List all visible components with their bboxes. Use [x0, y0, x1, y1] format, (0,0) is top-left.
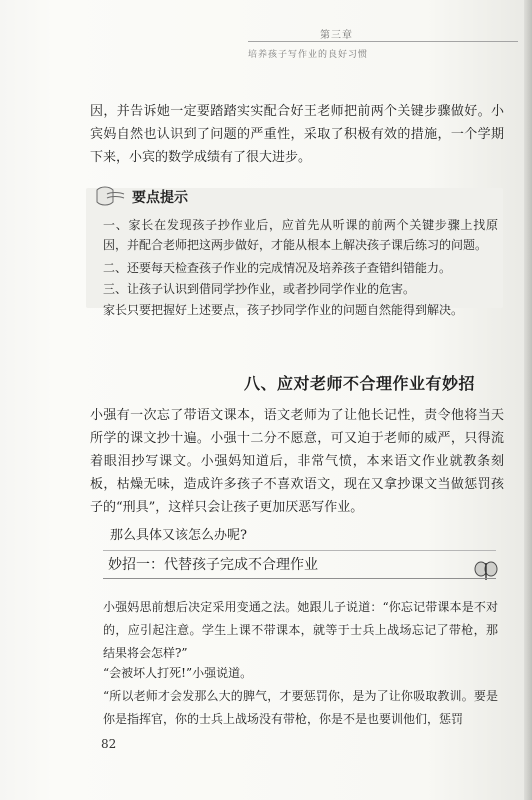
tip-item-1: 一、家长在发现孩子抄作业后，应首先从听课的前两个关键步骤上找原因，并配合老师把这两步做好，才能从根本上解决孩子课后练习的问题。 [103, 218, 498, 252]
scroll-icon [93, 184, 127, 208]
tip-item-2: 二、还要每天检查孩子作业的完成情况及培养孩子查错纠错能力。 [103, 261, 452, 275]
tip-item-3: 三、让孩子认识到借同学抄作业，或者抄同学作业的危害。 [103, 282, 416, 296]
story-paragraph-1: 小强妈思前想后决定采用变通之法。她跟儿子说道：“你忘记带课本是不对的，应引起注意。学生上课不带课本，就等于士兵上战场忘记了带枪，那结果将会怎样?” [103, 600, 498, 660]
header-rule [248, 41, 518, 42]
butterfly-icon [472, 558, 500, 584]
intro-paragraph: 因，并告诉她一定要踏踏实实配合好王老师把前两个关键步骤做好。小宾妈自然也认识到了问题的严重性，采取了积极有效的措施，一个学期下来，小宾的数学成绩有了很大进步。 [90, 104, 504, 165]
section-title: 八、应对老师不合理作业有妙招 [244, 374, 476, 393]
tips-title: 要点提示 [132, 190, 188, 206]
tactic-rule-bottom [103, 578, 496, 579]
tips-conclusion: 家长只要把握好上述要点，孩子抄同学作业的问题自然能得到解决。 [103, 303, 464, 317]
chapter-badge: 第三章 [320, 30, 353, 41]
tactic-title: 妙招一：代替孩子完成不合理作业 [108, 557, 318, 573]
section-paragraph-1: 小强有一次忘了带语文课本，语文老师为了让他长记性，责令他将当天所学的课文抄十遍。小强十二分不愿意，可又迫于老师的威严，只得流着眼泪抄写课文。小强妈知道后，非常气愤，本来语文作业就教条刻板，枯燥无味，造成许多孩子不喜欢语文，现在又拿抄课文当做惩罚孩子的“刑具”，这样只会让孩子更加厌恶写作业。 [90, 408, 504, 515]
page-edge-shadow [524, 0, 532, 800]
tactic-rule-top [103, 550, 496, 551]
section-paragraph-2: 那么具体又该怎么办呢? [110, 528, 247, 543]
story-paragraph-2: “会被坏人打死!”小强说道。 [103, 666, 253, 680]
story-paragraph-3: “所以老师才会发那么大的脾气，才要惩罚你，是为了让你吸取教训。要是你是指挥官，你的士兵上战场没有带枪，你是不是也要训他们，惩罚 [103, 689, 498, 726]
page-number: 82 [101, 737, 117, 751]
running-header: 培养孩子写作业的良好习惯 [248, 50, 369, 60]
